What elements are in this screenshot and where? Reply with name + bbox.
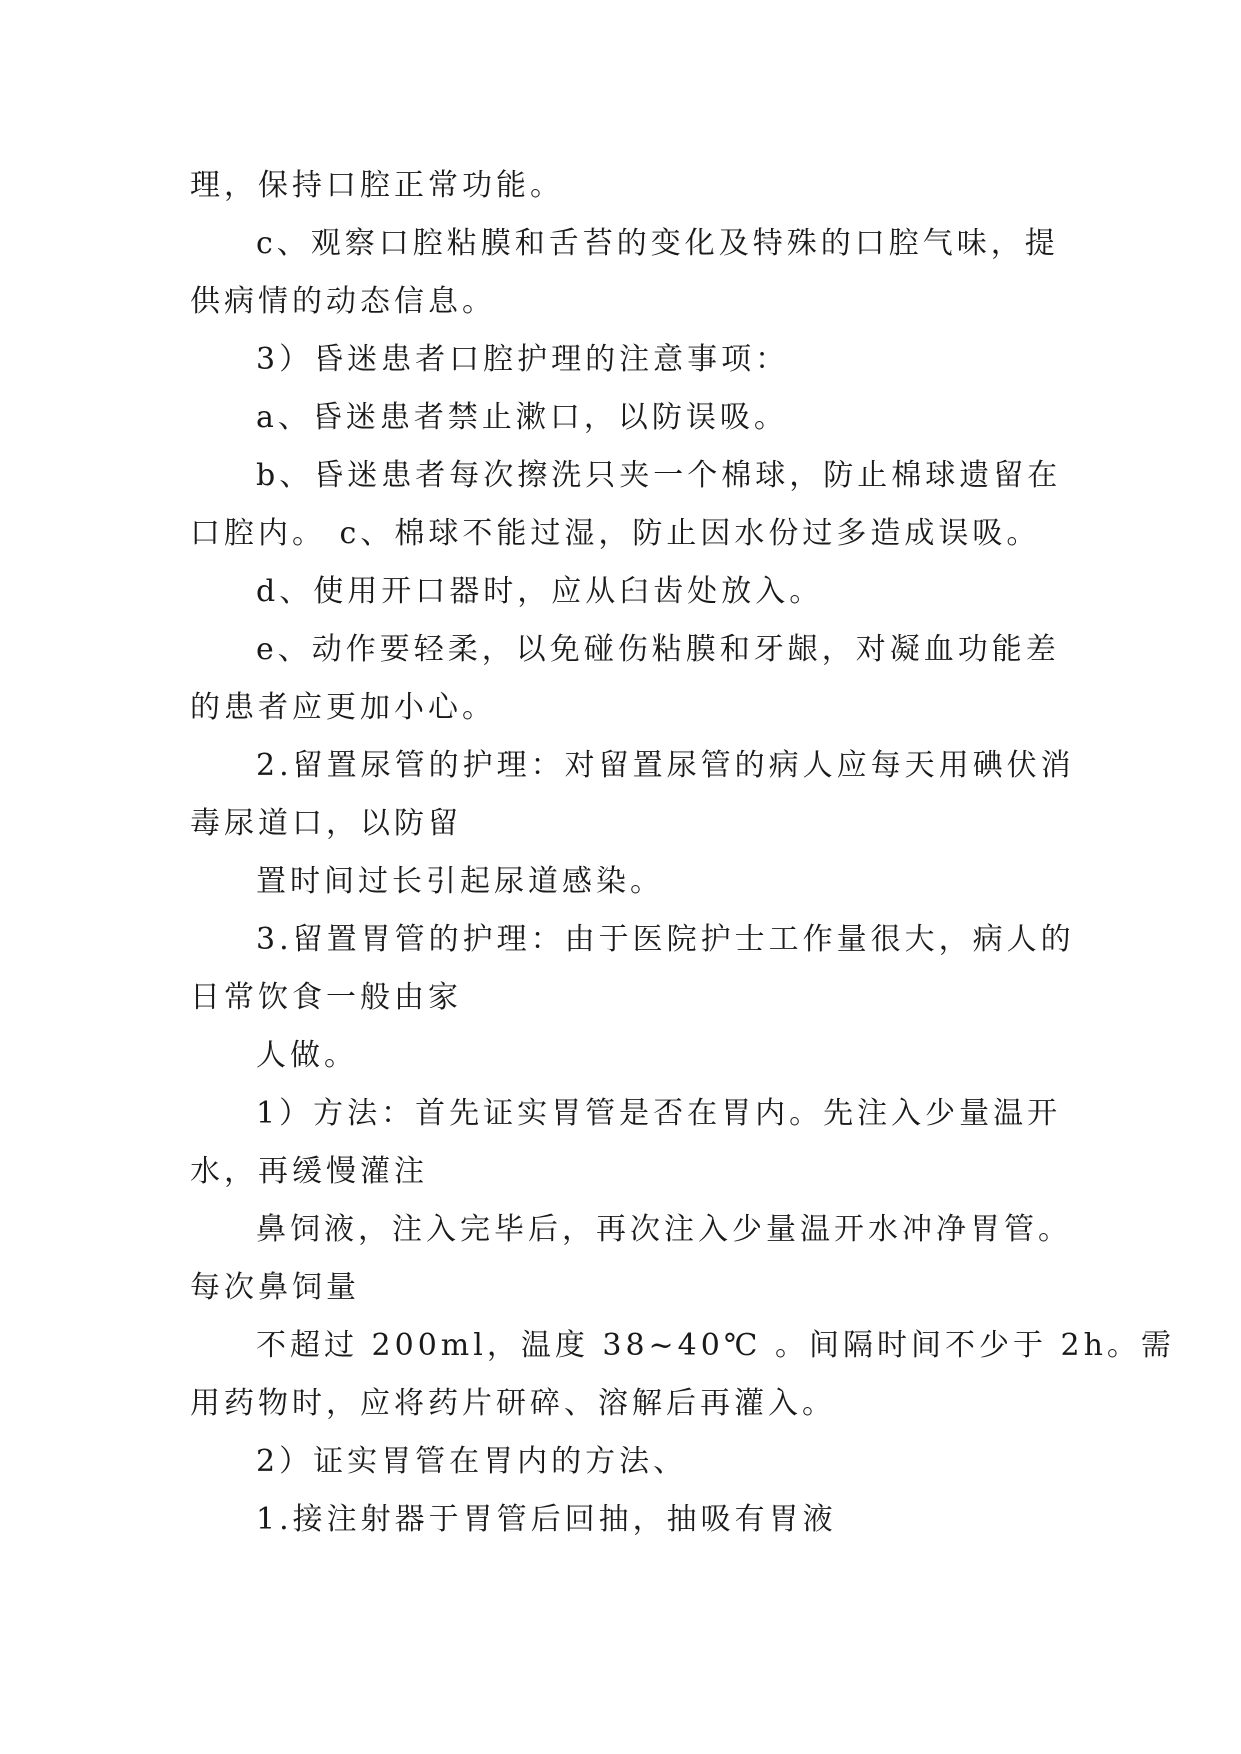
text-line: 口腔内。 c、棉球不能过湿，防止因水份过多造成误吸。 xyxy=(190,516,1041,551)
text-line: d、使用开口器时，应从臼齿处放入。 xyxy=(256,574,824,609)
text-line: 日常饮食一般由家 xyxy=(190,980,462,1015)
text-line: 的患者应更加小心。 xyxy=(190,690,496,725)
text-line: 毒尿道口，以防留 xyxy=(190,806,462,841)
text-line: 水，再缓慢灌注 xyxy=(190,1154,428,1189)
text-line: 不超过 200ml，温度 38~40℃ 。间隔时间不少于 2h。需 xyxy=(256,1328,1175,1363)
text-line: 2.留置尿管的护理：对留置尿管的病人应每天用碘伏消 xyxy=(256,748,1075,783)
text-line: 鼻饲液，注入完毕后，再次注入少量温开水冲净胃管。 xyxy=(256,1212,1072,1247)
text-line: 用药物时，应将药片研碎、溶解后再灌入。 xyxy=(190,1386,836,1421)
text-line: b、昏迷患者每次擦洗只夹一个棉球，防止棉球遗留在 xyxy=(256,458,1062,493)
text-line: 供病情的动态信息。 xyxy=(190,284,496,319)
text-line: 3）昏迷患者口腔护理的注意事项： xyxy=(256,342,790,377)
text-line: 人做。 xyxy=(256,1038,358,1073)
text-line: c、观察口腔粘膜和舌苔的变化及特殊的口腔气味，提 xyxy=(256,226,1059,261)
text-line: e、动作要轻柔，以免碰伤粘膜和牙龈，对凝血功能差 xyxy=(256,632,1060,667)
text-line: 1）方法：首先证实胃管是否在胃内。先注入少量温开 xyxy=(256,1096,1062,1131)
text-line: 理，保持口腔正常功能。 xyxy=(190,168,564,203)
text-line: a、昏迷患者禁止漱口，以防误吸。 xyxy=(256,400,788,435)
text-line: 2）证实胃管在胃内的方法、 xyxy=(256,1444,688,1479)
text-line: 每次鼻饲量 xyxy=(190,1270,360,1305)
text-line: 1.接注射器于胃管后回抽，抽吸有胃液 xyxy=(256,1502,837,1537)
text-line: 置时间过长引起尿道感染。 xyxy=(256,864,664,899)
text-line: 3.留置胃管的护理：由于医院护士工作量很大，病人的 xyxy=(256,922,1075,957)
